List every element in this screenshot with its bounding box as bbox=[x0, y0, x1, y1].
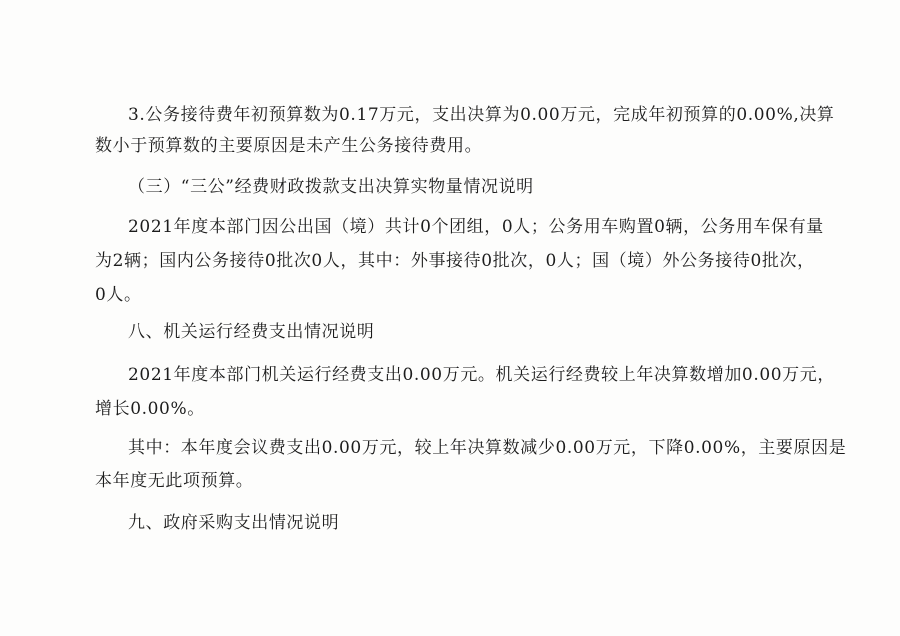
meeting-fee-paragraph-line-2: 本年度无此项预算。 bbox=[95, 471, 254, 491]
meeting-fee-paragraph-line-1: 其中：本年度会议费支出0.00万元，较上年决算数减少0.00万元，下降0.00%，主要原因是 bbox=[128, 438, 847, 458]
reception-fee-paragraph-line-1: 3.公务接待费年初预算数为0.17万元，支出决算为0.00万元，完成年初预算的0.00%,决算 bbox=[128, 105, 835, 125]
section-heading-procurement: 九、政府采购支出情况说明 bbox=[128, 513, 340, 533]
reception-fee-paragraph-line-2: 数小于预算数的主要原因是未产生公务接待费用。 bbox=[95, 136, 483, 156]
physical-quantity-paragraph-line-3: 0人。 bbox=[95, 285, 142, 305]
section-heading-physical-quantity: （三）“三公”经费财政拨款支出决算实物量情况说明 bbox=[128, 177, 534, 197]
operating-expenses-paragraph-line-2: 增长0.00%。 bbox=[95, 399, 205, 419]
physical-quantity-paragraph-line-1: 2021年度本部门因公出国（境）共计0个团组，0人；公务用车购置0辆，公务用车保有量 bbox=[128, 217, 824, 237]
section-heading-operating-expenses: 八、机关运行经费支出情况说明 bbox=[128, 322, 375, 342]
operating-expenses-paragraph-line-1: 2021年度本部门机关运行经费支出0.00万元。机关运行经费较上年决算数增加0.00万元， bbox=[128, 365, 835, 385]
physical-quantity-paragraph-line-2: 为2辆；国内公务接待0批次0人，其中：外事接待0批次，0人；国（境）外公务接待0批次， bbox=[95, 251, 815, 271]
